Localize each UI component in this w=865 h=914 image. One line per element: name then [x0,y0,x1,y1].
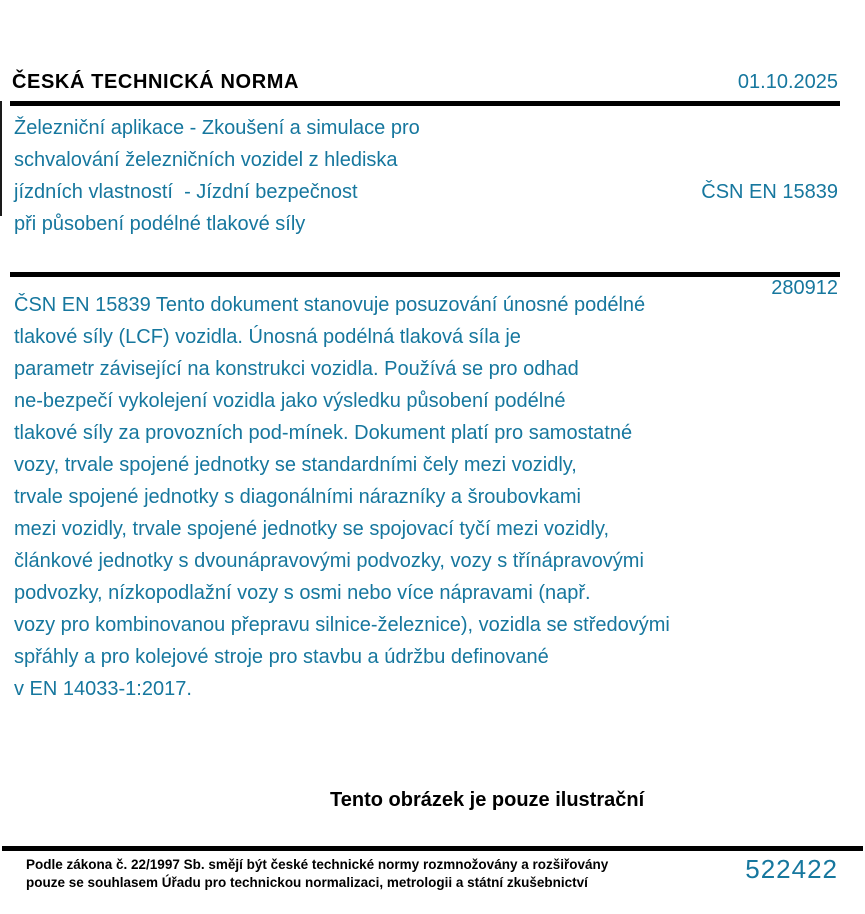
legal-notice-line: pouze se souhlasem Úřadu pro technickou normalizaci, metrologii a státní zkušebnictví [26,875,588,890]
abstract-line: spřáhly a pro kolejové stroje pro stavbu a údržbu definované [14,646,549,668]
title-line: při působení podélné tlakové síly [14,213,306,235]
abstract-line: podvozky, nízkopodlažní vozy s osmi nebo více nápravami (např. [14,582,591,604]
abstract-text [14,289,845,705]
abstract-line: tlakové síly (LCF) vozidla. Únosná podélná tlaková síla je [14,326,521,348]
abstract-line: tlakové síly za provozních pod-mínek. Dokument platí pro samostatné [14,422,633,444]
title-line: schvalování železničních vozidel z hlediska [14,149,398,171]
header-divider [10,101,840,106]
org-title: ČESKÁ TECHNICKÁ NORMA [12,71,300,93]
title-line: Železniční aplikace - Zkoušení a simulace pro [14,117,420,139]
abstract-line: ČSN EN 15839 Tento dokument stanovuje posuzování únosné podélné [14,294,646,316]
title-line: jízdních vlastností - Jízdní bezpečnost [14,181,358,203]
left-edge-scan-mark [0,101,2,216]
page-header [12,71,838,94]
abstract-line: článkové jednotky s dvounápravovými podvozky, vozy s třínápravovými [14,550,644,572]
abstract-line: v EN 14033-1:2017. [14,678,192,700]
issue-date: 01.10.2025 [737,71,838,93]
abstract-line: vozy, trvale spojené jednotky se standardními čely mezi vozidly, [14,454,577,476]
abstract-line: trvale spojené jednotky s diagonálními nárazníky a šroubovkami [14,486,581,508]
abstract-line: mezi vozidly, trvale spojené jednotky se spojovací tyčí mezi vozidly, [14,518,610,540]
standard-code: ČSN EN 15839 [701,181,838,203]
title-divider [10,272,840,277]
standard-title [14,112,420,240]
legal-notice-line: Podle zákona č. 22/1997 Sb. smějí být české technické normy rozmnožovány a rozšiřovány [26,857,609,872]
legal-notice [26,856,608,892]
abstract-line: vozy pro kombinovanou přepravu silnice-železnice), vozidla se středovými [14,614,670,636]
abstract-line: ne-bezpečí vykolejení vozidla jako výsledku působení podélné [14,390,566,412]
order-number: 522422 [745,854,838,884]
page-footer [26,856,838,892]
illustration-disclaimer: Tento obrázek je pouze ilustrační [330,789,645,811]
classification-code: 280912 [771,277,838,299]
abstract-line: parametr závisející na konstrukci vozidla. Používá se pro odhad [14,358,579,380]
footer-divider [2,846,863,851]
